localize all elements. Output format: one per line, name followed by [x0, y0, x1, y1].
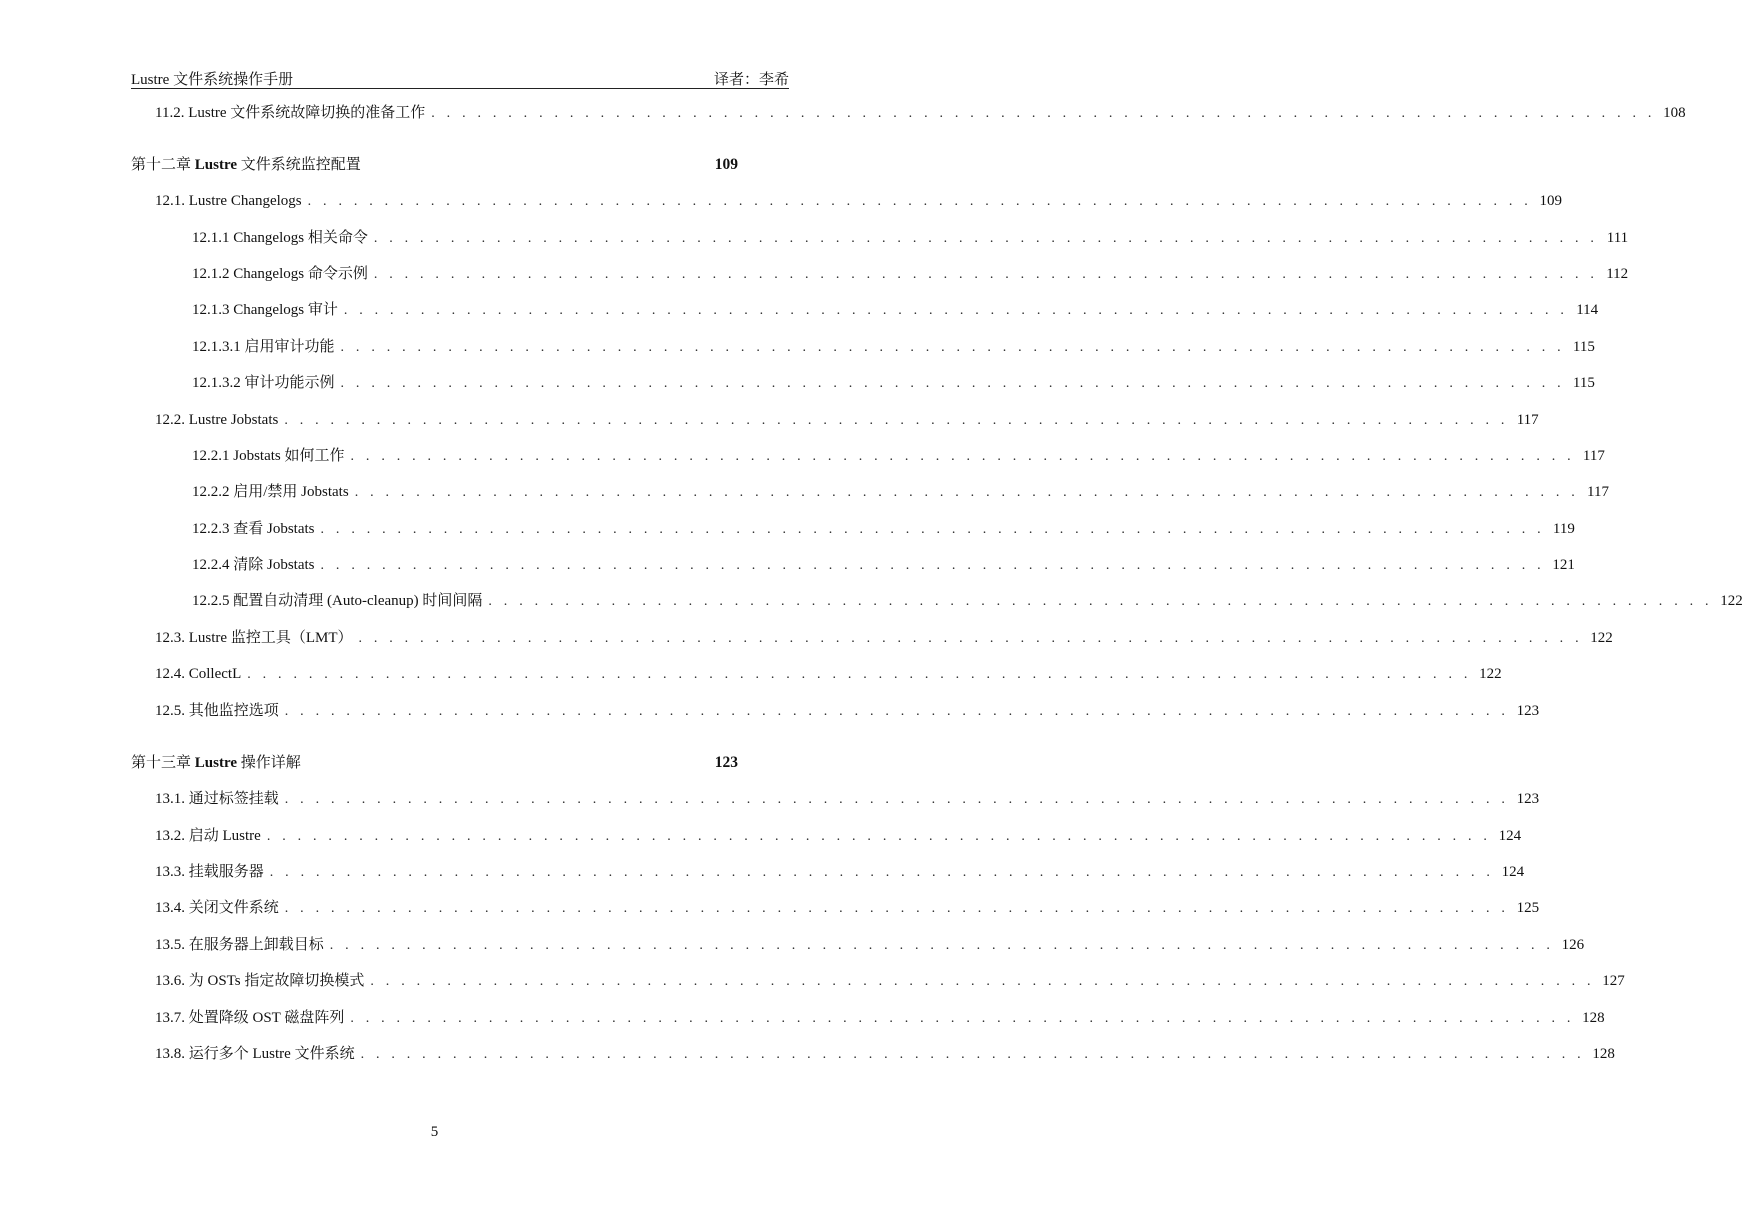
dot-leader: . . . . . . . . . . . . . . . . . . . . . . . . . . . . . . . . . . . . . . . . . . . . . . . . . . . . . . . . . . . . . . . . . . . . . . . . . . . . . . . . — [358, 631, 1583, 646]
toc-section[interactable] — [155, 701, 1540, 721]
dot-leader: . . . . . . . . . . . . . . . . . . . . . . . . . . . . . . . . . . . . . . . . . . . . . . . . . . . . . . . . . . . . . . . . . . . . . . . . . . . . . . . . — [373, 267, 1599, 282]
toc-subsection[interactable] — [192, 555, 1575, 575]
toc-entry-title: 12.2.1 Jobstats 如何工作 — [192, 448, 345, 464]
toc-entry-title: 12.5. 其他监控选项 — [155, 703, 279, 719]
toc-entry-title: 12.2.4 清除 Jobstats — [192, 557, 315, 573]
toc-subsection[interactable] — [192, 446, 1605, 466]
dot-leader: . . . . . . . . . . . . . . . . . . . . . . . . . . . . . . . . . . . . . . . . . . . . . . . . . . . . . . . . . . . . . . . . . . . . . . . . . . . . . . . . — [284, 704, 1510, 719]
toc-entry-title: 12.1.1 Changelogs 相关命令 — [192, 230, 368, 246]
toc-entry-page: 127 — [1602, 973, 1625, 989]
toc-subsection[interactable] — [192, 482, 1609, 502]
toc-entry-title: 11.2. Lustre 文件系统故障切换的准备工作 — [155, 105, 426, 121]
dot-leader: . . . . . . . . . . . . . . . . . . . . . . . . . . . . . . . . . . . . . . . . . . . . . . . . . . . . . . . . . . . . . . . . . . . . . . . . . . . . . . . . — [320, 522, 1545, 537]
dot-leader: . . . . . . . . . . . . . . . . . . . . . . . . . . . . . . . . . . . . . . . . . . . . . . . . . . . . . . . . . . . . . . . . . . . . . . . . . . . . . . . . — [431, 106, 1656, 121]
dot-leader: . . . . . . . . . . . . . . . . . . . . . . . . . . . . . . . . . . . . . . . . . . . . . . . . . . . . . . . . . . . . . . . . . . . . . . . . . . . . . . . . — [284, 413, 1509, 428]
header-translator: 译者：李希 — [713, 72, 789, 88]
toc-chapter-prefix: 第十二章 — [131, 157, 195, 173]
toc-section[interactable] — [155, 628, 1613, 648]
toc-entry-page: 108 — [1663, 105, 1686, 121]
toc-entry-title: 13.1. 通过标签挂载 — [155, 791, 279, 807]
toc-subsection[interactable] — [192, 373, 1595, 393]
toc-section[interactable] — [155, 789, 1540, 809]
dot-leader: . . . . . . . . . . . . . . . . . . . . . . . . . . . . . . . . . . . . . . . . . . . . . . . . . . . . . . . . . . . . . . . . . . . . . . . . . . . . . . . . — [354, 485, 1579, 500]
page-number: 5 — [430, 1124, 439, 1140]
toc-entry-title: 12.2. Lustre Jobstats — [155, 412, 279, 428]
dot-leader: . . . . . . . . . . . . . . . . . . . . . . . . . . . . . . . . . . . . . . . . . . . . . . . . . . . . . . . . . . . . . . . . . . . . . . . . . . . . . . . . — [284, 901, 1510, 916]
toc-entry-title: 13.3. 挂载服务器 — [155, 864, 264, 880]
dot-leader: . . . . . . . . . . . . . . . . . . . . . . . . . . . . . . . . . . . . . . . . . . . . . . . . . . . . . . . . . . . . . . . . . . . . . . . . . . . . . . . . — [340, 376, 1565, 391]
header-book-title: Lustre 文件系统操作手册 — [131, 72, 294, 88]
toc-subsection[interactable] — [192, 337, 1595, 357]
toc-chapter-page: 109 — [714, 156, 738, 173]
toc-section[interactable] — [155, 971, 1625, 991]
toc-chapter-page: 123 — [714, 754, 738, 771]
toc-chapter-suffix: 操作详解 — [237, 755, 301, 771]
toc-chapter-title — [131, 752, 301, 774]
toc-chapter[interactable] — [131, 154, 738, 176]
toc-subsection[interactable] — [192, 519, 1575, 539]
toc-entry-title: 12.1.3.1 启用审计功能 — [192, 339, 335, 355]
toc-section[interactable] — [155, 1008, 1605, 1028]
toc-section[interactable] — [155, 191, 1562, 211]
toc-entry-page: 117 — [1587, 484, 1609, 500]
toc-entry-title: 12.4. CollectL — [155, 666, 242, 682]
dot-leader: . . . . . . . . . . . . . . . . . . . . . . . . . . . . . . . . . . . . . . . . . . . . . . . . . . . . . . . . . . . . . . . . . . . . . . . . . . . . . . . . — [284, 792, 1510, 807]
dot-leader: . . . . . . . . . . . . . . . . . . . . . . . . . . . . . . . . . . . . . . . . . . . . . . . . . . . . . . . . . . . . . . . . . . . . . . . . . . . . . . . . — [307, 194, 1532, 209]
toc-section[interactable] — [155, 862, 1525, 882]
toc-entry-title: 12.1.2 Changelogs 命令示例 — [192, 266, 368, 282]
toc-entry-page: 123 — [1516, 703, 1540, 719]
toc-chapter-bold: Lustre — [194, 755, 237, 771]
toc-chapter-prefix: 第十三章 — [131, 755, 195, 771]
toc-entry-page: 124 — [1498, 828, 1522, 844]
toc-section[interactable] — [155, 935, 1585, 955]
toc-entry-page: 122 — [1720, 593, 1743, 609]
toc-entry-page: 119 — [1552, 521, 1575, 537]
toc-entry-page: 121 — [1552, 557, 1575, 573]
toc-entry-page: 115 — [1572, 375, 1595, 391]
dot-leader: . . . . . . . . . . . . . . . . . . . . . . . . . . . . . . . . . . . . . . . . . . . . . . . . . . . . . . . . . . . . . . . . . . . . . . . . . . . . . . . . — [340, 340, 1565, 355]
toc-entry-page: 125 — [1516, 900, 1540, 916]
toc-section[interactable] — [155, 103, 1686, 123]
toc-entry-title: 13.4. 关闭文件系统 — [155, 900, 279, 916]
toc-chapter[interactable] — [131, 752, 738, 774]
dot-leader: . . . . . . . . . . . . . . . . . . . . . . . . . . . . . . . . . . . . . . . . . . . . . . . . . . . . . . . . . . . . . . . . . . . . . . . . . . . . . . . . — [343, 303, 1569, 318]
toc-subsection[interactable] — [192, 591, 1743, 611]
dot-leader: . . . . . . . . . . . . . . . . . . . . . . . . . . . . . . . . . . . . . . . . . . . . . . . . . . . . . . . . . . . . . . . . . . . . . . . . . . . . . . . . — [488, 594, 1713, 609]
dot-leader: . . . . . . . . . . . . . . . . . . . . . . . . . . . . . . . . . . . . . . . . . . . . . . . . . . . . . . . . . . . . . . . . . . . . . . . . . . . . . . . . — [320, 558, 1545, 573]
toc-section[interactable] — [155, 898, 1540, 918]
toc-entry-title: 12.1.3.2 审计功能示例 — [192, 375, 335, 391]
toc-entry-page: 114 — [1576, 302, 1599, 318]
toc-subsection[interactable] — [192, 264, 1629, 284]
toc-entry-title: 12.2.3 查看 Jobstats — [192, 521, 315, 537]
dot-leader: . . . . . . . . . . . . . . . . . . . . . . . . . . . . . . . . . . . . . . . . . . . . . . . . . . . . . . . . . . . . . . . . . . . . . . . . . . . . . . . . — [247, 667, 1472, 682]
toc-entry-page: 128 — [1592, 1046, 1615, 1062]
toc-entry-title: 13.6. 为 OSTs 指定故障切换模式 — [155, 973, 365, 989]
toc-entry-page: 126 — [1561, 937, 1585, 953]
toc-section[interactable] — [155, 826, 1522, 846]
toc-chapter-bold: Lustre — [194, 157, 237, 173]
dot-leader: . . . . . . . . . . . . . . . . . . . . . . . . . . . . . . . . . . . . . . . . . . . . . . . . . . . . . . . . . . . . . . . . . . . . . . . . . . . . . . . . — [329, 938, 1555, 953]
toc-entry-page: 115 — [1572, 339, 1595, 355]
toc-section[interactable] — [155, 410, 1539, 430]
toc-entry-page: 112 — [1606, 266, 1629, 282]
dot-leader: . . . . . . . . . . . . . . . . . . . . . . . . . . . . . . . . . . . . . . . . . . . . . . . . . . . . . . . . . . . . . . . . . . . . . . . . . . . . . . . . — [266, 829, 1492, 844]
toc-entry-title: 12.1. Lustre Changelogs — [155, 193, 302, 209]
toc-section[interactable] — [155, 664, 1502, 684]
toc-entry-title: 13.8. 运行多个 Lustre 文件系统 — [155, 1046, 355, 1062]
dot-leader: . . . . . . . . . . . . . . . . . . . . . . . . . . . . . . . . . . . . . . . . . . . . . . . . . . . . . . . . . . . . . . . . . . . . . . . . . . . . . . . . — [370, 974, 1595, 989]
toc-entry-page: 122 — [1479, 666, 1502, 682]
dot-leader: . . . . . . . . . . . . . . . . . . . . . . . . . . . . . . . . . . . . . . . . . . . . . . . . . . . . . . . . . . . . . . . . . . . . . . . . . . . . . . . . — [350, 449, 1575, 464]
toc-entry-title: 13.7. 处置降级 OST 磁盘阵列 — [155, 1010, 345, 1026]
toc-entry-page: 109 — [1539, 193, 1562, 209]
toc-entry-title: 12.3. Lustre 监控工具（LMT） — [155, 630, 353, 646]
toc-entry-page: 117 — [1516, 412, 1539, 428]
toc-subsection[interactable] — [192, 300, 1599, 320]
toc-entry-title: 12.2.2 启用/禁用 Jobstats — [192, 484, 349, 500]
toc-chapter-suffix: 文件系统监控配置 — [237, 157, 361, 173]
toc-subsection[interactable] — [192, 228, 1629, 248]
toc-entry-page: 122 — [1590, 630, 1613, 646]
toc-section[interactable] — [155, 1044, 1615, 1064]
toc-entry-title: 13.2. 启动 Lustre — [155, 828, 261, 844]
toc-entry-title: 13.5. 在服务器上卸载目标 — [155, 937, 324, 953]
toc-entry-title: 12.2.5 配置自动清理 (Auto-cleanup) 时间间隔 — [192, 593, 483, 609]
toc-entry-page: 128 — [1582, 1010, 1605, 1026]
toc-entry-page: 111 — [1606, 230, 1629, 246]
dot-leader: . . . . . . . . . . . . . . . . . . . . . . . . . . . . . . . . . . . . . . . . . . . . . . . . . . . . . . . . . . . . . . . . . . . . . . . . . . . . . . . . — [360, 1047, 1585, 1062]
toc-chapter-title — [131, 154, 361, 176]
toc-entry-page: 124 — [1501, 864, 1525, 880]
dot-leader: . . . . . . . . . . . . . . . . . . . . . . . . . . . . . . . . . . . . . . . . . . . . . . . . . . . . . . . . . . . . . . . . . . . . . . . . . . . . . . . . — [350, 1011, 1575, 1026]
dot-leader: . . . . . . . . . . . . . . . . . . . . . . . . . . . . . . . . . . . . . . . . . . . . . . . . . . . . . . . . . . . . . . . . . . . . . . . . . . . . . . . . — [269, 865, 1495, 880]
toc-entry-page: 123 — [1516, 791, 1540, 807]
dot-leader: . . . . . . . . . . . . . . . . . . . . . . . . . . . . . . . . . . . . . . . . . . . . . . . . . . . . . . . . . . . . . . . . . . . . . . . . . . . . . . . . — [373, 231, 1599, 246]
toc-entry-page: 117 — [1582, 448, 1605, 464]
toc-entry-title: 12.1.3 Changelogs 审计 — [192, 302, 338, 318]
